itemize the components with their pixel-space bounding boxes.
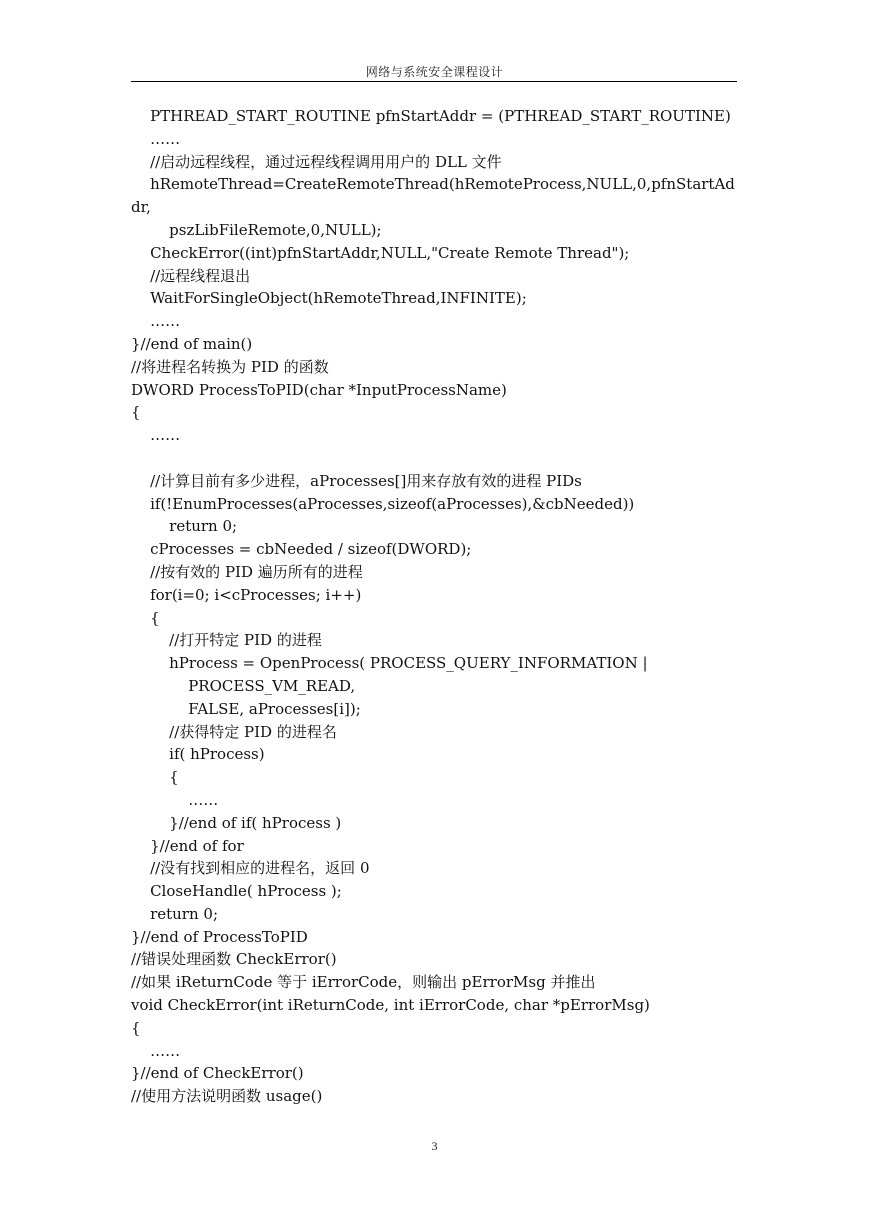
code-line: }//end of if( hProcess ) (131, 813, 342, 832)
code-line: { (131, 768, 179, 787)
code-line: }//end of main() (131, 334, 253, 353)
code-line: CheckError((int)pfnStartAddr,NULL,"Create Remote Thread"); (131, 243, 630, 262)
code-line: //启动远程线程，通过远程线程调用用户的 DLL 文件 (131, 152, 502, 171)
code-line: for(i=0; i<cProcesses; i++) (131, 585, 362, 604)
code-line: //计算目前有多少进程，aProcesses[]用来存放有效的进程 PIDs (131, 471, 582, 490)
code-line: { (131, 608, 160, 627)
code-line: //打开特定 PID 的进程 (131, 631, 322, 650)
code-line: //远程线程退出 (131, 266, 251, 285)
code-line: PTHREAD_START_ROUTINE pfnStartAddr = (PTHREAD_START_ROUTINE) (131, 107, 731, 125)
code-line: return 0; (131, 517, 238, 536)
code-line: //将进程名转换为 PID 的函数 (131, 357, 329, 376)
code-line: …… (131, 312, 181, 331)
page-number: 3 (431, 1139, 438, 1153)
code-line: { (131, 1018, 141, 1037)
code-line: //没有找到相应的进程名，返回 0 (131, 859, 370, 878)
code-line: //使用方法说明函数 usage() (131, 1087, 323, 1106)
code-line: …… (131, 426, 181, 445)
code-line: if( hProcess) (131, 745, 265, 764)
code-line: }//end of CheckError() (131, 1064, 304, 1083)
code-line: CloseHandle( hProcess ); (131, 882, 342, 901)
code-line: void CheckError(int iReturnCode, int iErrorCode, char *pErrorMsg) (131, 996, 650, 1015)
code-line: }//end of ProcessToPID (131, 927, 308, 946)
code-line: return 0; (131, 904, 219, 923)
code-listing (131, 105, 741, 1108)
code-line: cProcesses = cbNeeded / sizeof(DWORD); (131, 540, 472, 559)
header-divider (131, 81, 737, 82)
code-line: { (131, 403, 141, 422)
code-line: hProcess = OpenProcess( PROCESS_QUERY_INFORMATION | (131, 654, 648, 673)
code-line: FALSE, aProcesses[i]); (131, 699, 361, 718)
code-line: …… (131, 129, 181, 148)
code-line: WaitForSingleObject(hRemoteThread,INFINITE); (131, 289, 527, 308)
code-line: //如果 iReturnCode 等于 iErrorCode，则输出 pErrorMsg 并推出 (131, 973, 596, 992)
code-line: pszLibFileRemote,0,NULL); (131, 220, 382, 239)
code-line: hRemoteThread=CreateRemoteThread(hRemoteProcess,NULL,0,pfnStartAd (131, 175, 735, 194)
code-line (131, 447, 741, 470)
code-line: …… (131, 790, 219, 809)
code-line: PROCESS_VM_READ, (131, 676, 356, 695)
code-line: …… (131, 1041, 181, 1060)
code-line: if(!EnumProcesses(aProcesses,sizeof(aProcesses),&cbNeeded)) (131, 494, 635, 513)
page-header-title: 网络与系统安全课程设计 (365, 65, 504, 79)
code-line: }//end of for (131, 836, 244, 855)
code-line: dr, (131, 198, 151, 217)
code-line: DWORD ProcessToPID(char *InputProcessName) (131, 380, 507, 399)
code-line: //按有效的 PID 遍历所有的进程 (131, 562, 363, 581)
code-line: //获得特定 PID 的进程名 (131, 722, 337, 741)
code-line: //错误处理函数 CheckError() (131, 950, 337, 969)
